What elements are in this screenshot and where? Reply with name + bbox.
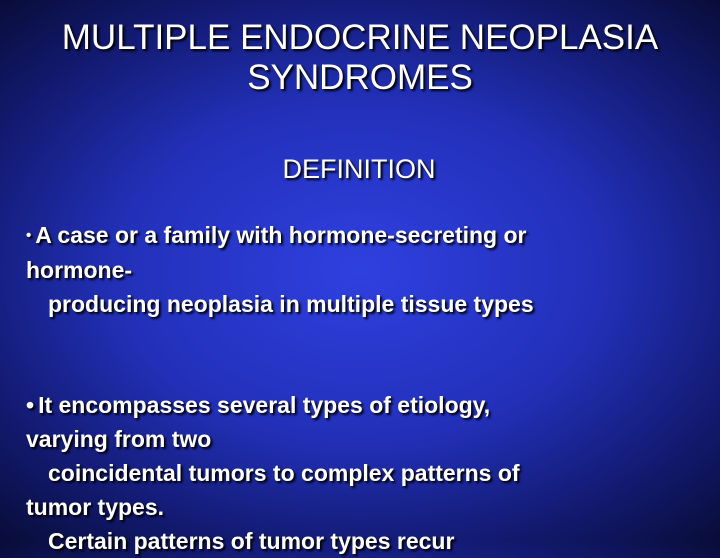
bullet-2-line-3: coincidental tumors to complex patterns of	[48, 460, 520, 486]
bullet-item-1	[26, 218, 706, 321]
slide-title-line-2: SYNDROMES	[247, 58, 473, 97]
bullet-1-line-3: producing neoplasia in multiple tissue types	[48, 291, 534, 317]
slide-title-line-1: MULTIPLE ENDOCRINE NEOPLASIA	[61, 18, 659, 57]
bullet-2-text-1: It encompasses several types of etiology,	[38, 392, 491, 418]
bullet-2-line-2: varying from two	[26, 426, 212, 452]
bullet-2-line-1	[26, 388, 706, 422]
bullet-2-line-4: tumor types.	[26, 494, 165, 520]
bullet-1-text-1: A case or a family with hormone-secreting or	[35, 222, 527, 248]
bullet-marker: •	[26, 227, 32, 244]
bullet-1-line-2: hormone-	[26, 257, 133, 283]
bullet-item-2	[26, 388, 706, 558]
bullet-marker: •	[26, 392, 35, 418]
bullet-2-line-5: Certain patterns of tumor types recur	[48, 528, 455, 554]
slide-subtitle: DEFINITION	[282, 154, 436, 184]
bullet-1-line-1	[26, 218, 706, 253]
slide-title	[0, 18, 720, 98]
